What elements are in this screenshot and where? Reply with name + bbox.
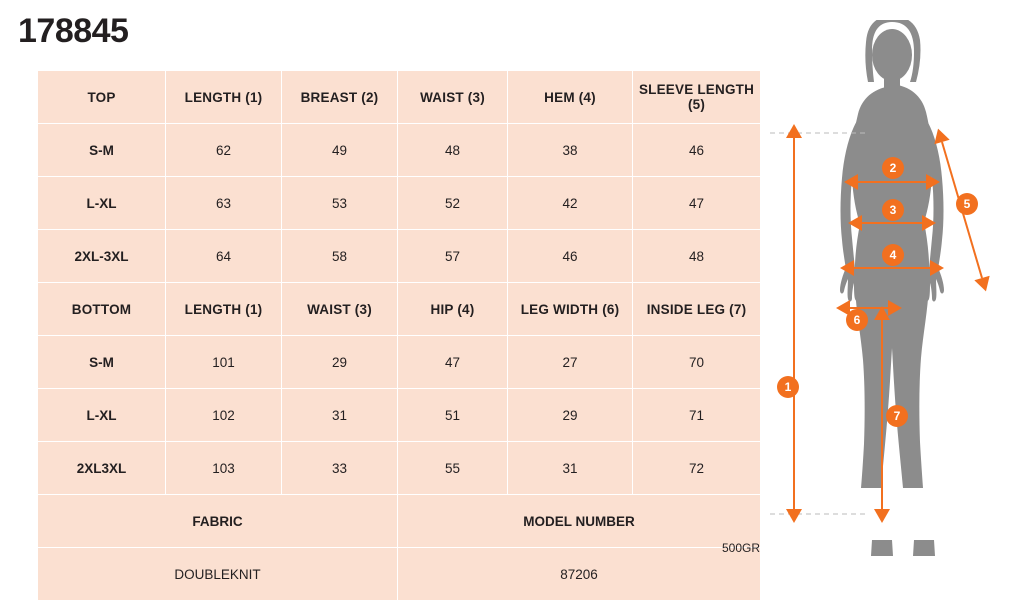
measurement-diagram — [770, 20, 1020, 565]
marker-badge-3 — [882, 199, 904, 221]
bottom-size-sm: S-M — [38, 336, 166, 389]
top-sm-sleeve: 46 — [633, 124, 761, 177]
marker-badge-6 — [846, 309, 868, 331]
bottom-2xl3xl-hip: 55 — [398, 442, 508, 495]
header-top-sleeve-length: SLEEVE LENGTH (5) — [633, 71, 761, 124]
marker-label-2: 2 — [889, 161, 897, 175]
bottom-sm-inside-leg: 70 — [633, 336, 761, 389]
top-size-lxl: L-XL — [38, 177, 166, 230]
header-model-number: MODEL NUMBER — [398, 495, 761, 548]
bottom-lxl-waist: 31 — [282, 389, 398, 442]
top-lxl-hem: 42 — [508, 177, 633, 230]
weight-label: 500GR — [721, 541, 760, 555]
marker-badge-4 — [882, 244, 904, 266]
marker-badge-5 — [956, 193, 978, 215]
header-bottom-waist: WAIST (3) — [282, 283, 398, 336]
bottom-sm-waist: 29 — [282, 336, 398, 389]
bottom-size-lxl: L-XL — [38, 389, 166, 442]
marker-badge-2 — [882, 157, 904, 179]
top-2xl3xl-breast: 58 — [282, 230, 398, 283]
bottom-lxl-leg-width: 29 — [508, 389, 633, 442]
value-fabric: DOUBLEKNIT — [38, 548, 398, 601]
header-bottom-length: LENGTH (1) — [166, 283, 282, 336]
header-fabric: FABRIC — [38, 495, 398, 548]
top-sm-hem: 38 — [508, 124, 633, 177]
size-table-container — [37, 70, 760, 601]
top-lxl-breast: 53 — [282, 177, 398, 230]
marker-badge-7 — [886, 405, 908, 427]
top-sm-breast: 49 — [282, 124, 398, 177]
top-lxl-sleeve: 47 — [633, 177, 761, 230]
table-row — [38, 389, 761, 442]
marker-label-6: 6 — [853, 313, 861, 327]
top-lxl-waist: 52 — [398, 177, 508, 230]
size-table — [37, 70, 761, 601]
top-sm-length: 62 — [166, 124, 282, 177]
header-top-waist: WAIST (3) — [398, 71, 508, 124]
table-header-row-top — [38, 71, 761, 124]
page-title: 178845 — [18, 12, 129, 50]
header-top-breast: BREAST (2) — [282, 71, 398, 124]
top-sm-waist: 48 — [398, 124, 508, 177]
marker-label-1: 1 — [784, 380, 792, 394]
top-2xl3xl-hem: 46 — [508, 230, 633, 283]
top-lxl-length: 63 — [166, 177, 282, 230]
marker-label-7: 7 — [893, 409, 901, 423]
bottom-2xl3xl-length: 103 — [166, 442, 282, 495]
bottom-lxl-hip: 51 — [398, 389, 508, 442]
bottom-sm-length: 101 — [166, 336, 282, 389]
table-header-row-bottom — [38, 283, 761, 336]
bottom-lxl-inside-leg: 71 — [633, 389, 761, 442]
table-row — [38, 177, 761, 230]
bottom-lxl-length: 102 — [166, 389, 282, 442]
table-row — [38, 442, 761, 495]
top-2xl3xl-sleeve: 48 — [633, 230, 761, 283]
bottom-size-2xl3xl: 2XL3XL — [38, 442, 166, 495]
marker-label-5: 5 — [963, 197, 971, 211]
top-2xl3xl-length: 64 — [166, 230, 282, 283]
table-row — [38, 124, 761, 177]
header-bottom: BOTTOM — [38, 283, 166, 336]
top-size-2xl3xl: 2XL-3XL — [38, 230, 166, 283]
top-2xl3xl-waist: 57 — [398, 230, 508, 283]
header-bottom-inside-leg: INSIDE LEG (7) — [633, 283, 761, 336]
table-footer-header-row — [38, 495, 761, 548]
bottom-2xl3xl-inside-leg: 72 — [633, 442, 761, 495]
header-top-hem: HEM (4) — [508, 71, 633, 124]
header-bottom-leg-width: LEG WIDTH (6) — [508, 283, 633, 336]
value-model-number: 87206 — [398, 548, 761, 601]
header-bottom-hip: HIP (4) — [398, 283, 508, 336]
table-row — [38, 336, 761, 389]
marker-badge-1 — [777, 376, 799, 398]
table-footer-value-row — [38, 548, 761, 601]
bottom-2xl3xl-waist: 33 — [282, 442, 398, 495]
marker-label-4: 4 — [889, 248, 897, 262]
female-silhouette-icon — [840, 20, 944, 556]
table-row — [38, 230, 761, 283]
header-top: TOP — [38, 71, 166, 124]
bottom-sm-hip: 47 — [398, 336, 508, 389]
bottom-2xl3xl-leg-width: 31 — [508, 442, 633, 495]
bottom-sm-leg-width: 27 — [508, 336, 633, 389]
header-top-length: LENGTH (1) — [166, 71, 282, 124]
marker-label-3: 3 — [889, 203, 897, 217]
top-size-sm: S-M — [38, 124, 166, 177]
